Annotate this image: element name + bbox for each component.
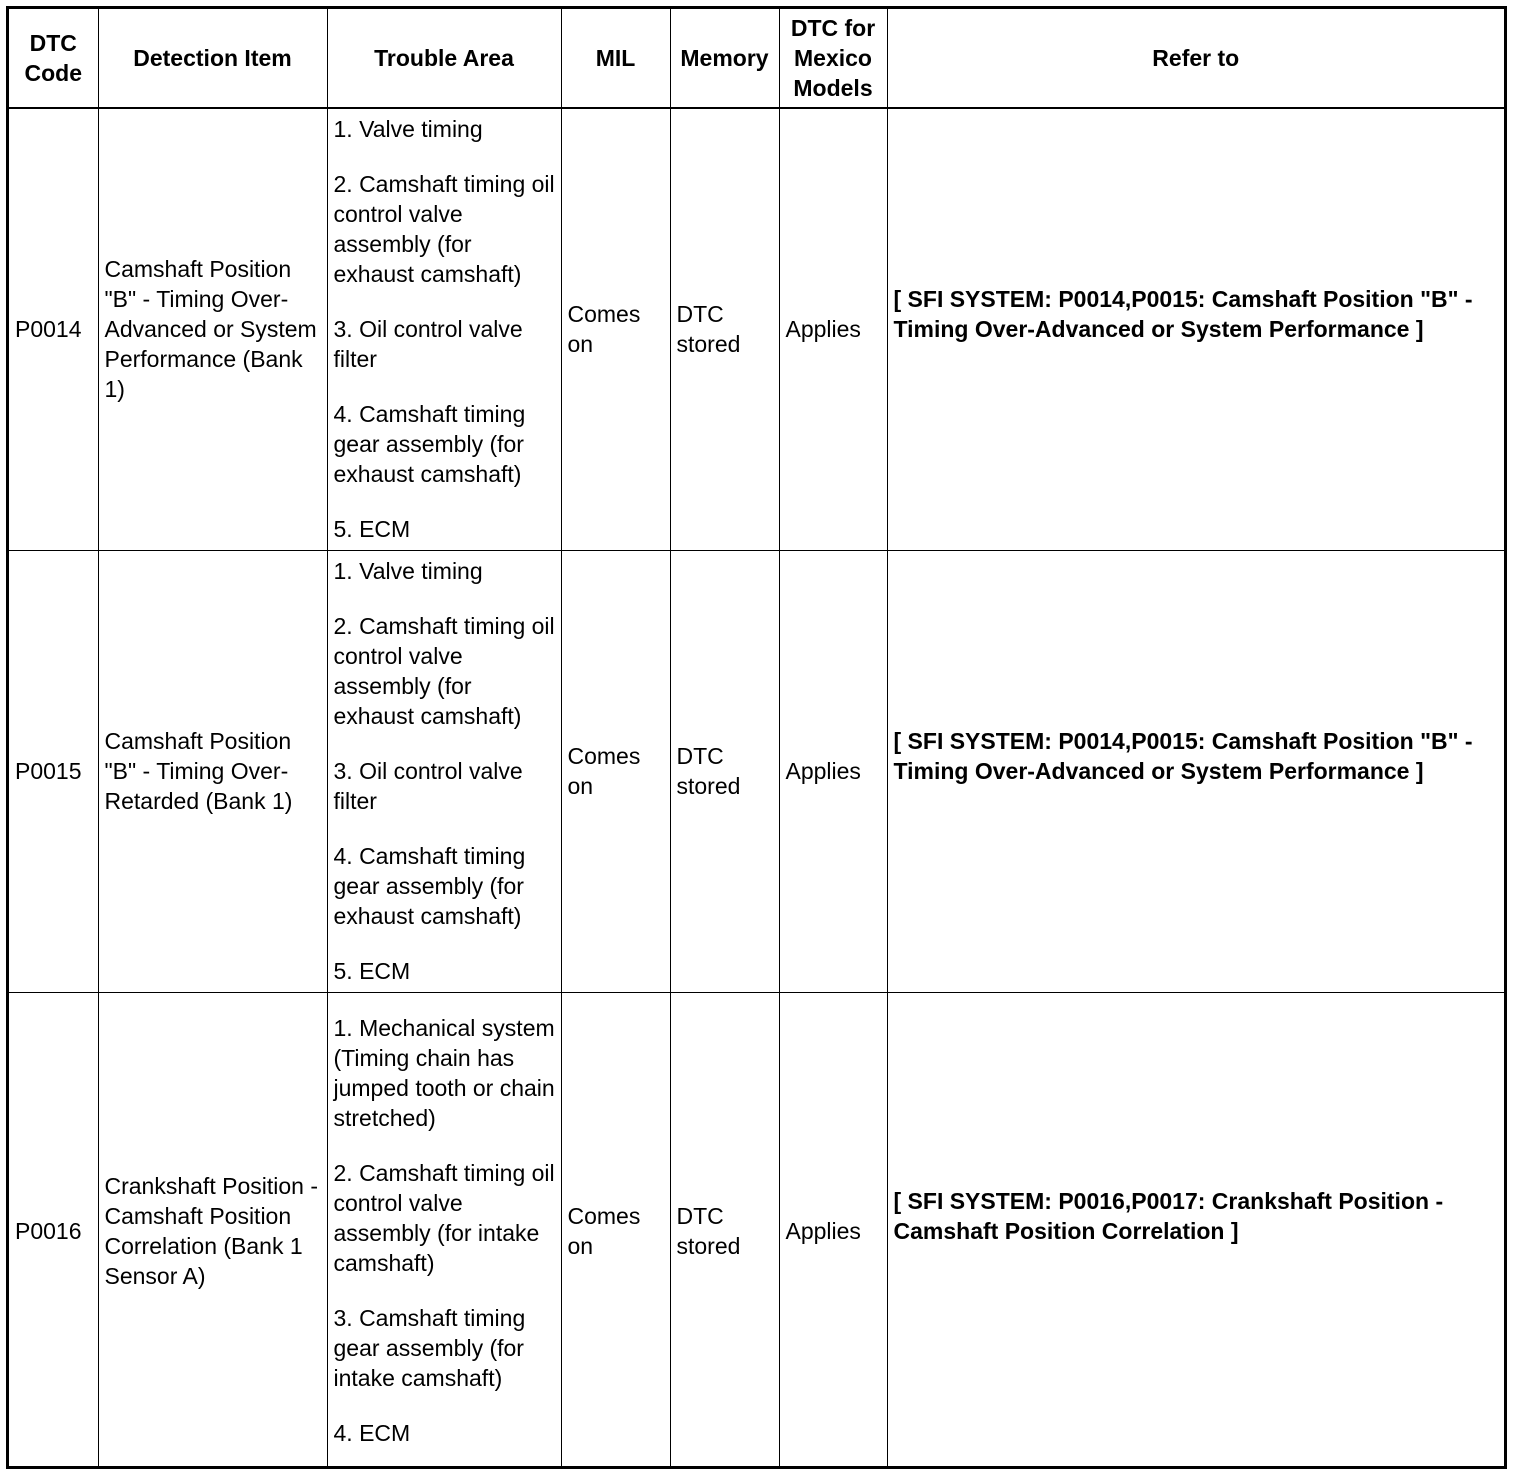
dtc-code-cell: P0014 [9,108,98,550]
mexico-models-cell: Applies [779,550,887,992]
header-mexico-models: DTC for Mexico Models [779,9,887,108]
trouble-area-item: 3. Oil control valve filter [333,758,523,814]
mexico-models-cell: Applies [779,108,887,550]
dtc-table [9,9,1504,1469]
trouble-area-item: 1. Valve timing [333,116,483,143]
header-row [9,9,1504,108]
trouble-area-item: 2. Camshaft timing oil control valve assembly (for exhaust camshaft) [333,613,555,729]
detection-item-cell: Crankshaft Position - Camshaft Position Correlation (Bank 1 Sensor A) [98,992,327,1469]
trouble-area-cell [327,550,561,992]
trouble-area-cell [327,992,561,1469]
trouble-area-item: 2. Camshaft timing oil control valve assembly (for exhaust camshaft) [333,171,555,288]
mil-cell: Comes on [561,992,670,1469]
header-mil: MIL [561,9,670,108]
table-row [9,108,1504,550]
mil-cell: Comes on [561,108,670,550]
trouble-area-item: 3. Camshaft timing gear assembly (for intake camshaft) [333,1305,526,1392]
trouble-area-item: 2. Camshaft timing oil control valve assembly (for intake camshaft) [333,1160,555,1277]
detection-item-cell: Camshaft Position "B" - Timing Over-Advanced or System Performance (Bank 1) [98,108,327,550]
mil-cell: Comes on [561,550,670,992]
trouble-area-item: 5. ECM [333,958,411,984]
dtc-code-cell: P0015 [9,550,98,992]
refer-to-cell [887,108,1504,550]
header-trouble-area: Trouble Area [327,9,561,108]
trouble-area-item: 4. Camshaft timing gear assembly (for exhaust camshaft) [333,843,526,929]
refer-to-link[interactable]: [ SFI SYSTEM: P0016,P0017: Crankshaft Position - Camshaft Position Correlation ] [893,1187,1444,1244]
refer-to-link[interactable]: [ SFI SYSTEM: P0014,P0015: Camshaft Position "B" - Timing Over-Advanced or System Performance ] [893,728,1473,784]
refer-to-cell [887,992,1504,1469]
table-row [9,550,1504,992]
trouble-area-item: 4. Camshaft timing gear assembly (for exhaust camshaft) [333,401,526,488]
memory-cell: DTC stored [670,550,779,992]
header-memory: Memory [670,9,779,108]
mexico-models-cell: Applies [779,992,887,1469]
trouble-area-item: 5. ECM [333,516,411,543]
dtc-table-container [6,6,1507,1469]
trouble-area-item: 3. Oil control valve filter [333,316,523,373]
table-row [9,992,1504,1469]
refer-to-link[interactable]: [ SFI SYSTEM: P0014,P0015: Camshaft Position "B" - Timing Over-Advanced or System Performance ] [893,286,1473,343]
trouble-area-item: 4. ECM [333,1420,411,1447]
memory-cell: DTC stored [670,108,779,550]
trouble-area-cell [327,108,561,550]
trouble-area-item: 1. Mechanical system (Timing chain has jumped tooth or chain stretched) [333,1015,555,1132]
header-detection-item: Detection Item [98,9,327,108]
header-refer-to: Refer to [887,9,1504,108]
header-dtc-code: DTC Code [9,9,98,108]
refer-to-cell [887,550,1504,992]
detection-item-cell: Camshaft Position "B" - Timing Over-Retarded (Bank 1) [98,550,327,992]
memory-cell: DTC stored [670,992,779,1469]
trouble-area-item: 1. Valve timing [333,558,483,584]
dtc-code-cell: P0016 [9,992,98,1469]
